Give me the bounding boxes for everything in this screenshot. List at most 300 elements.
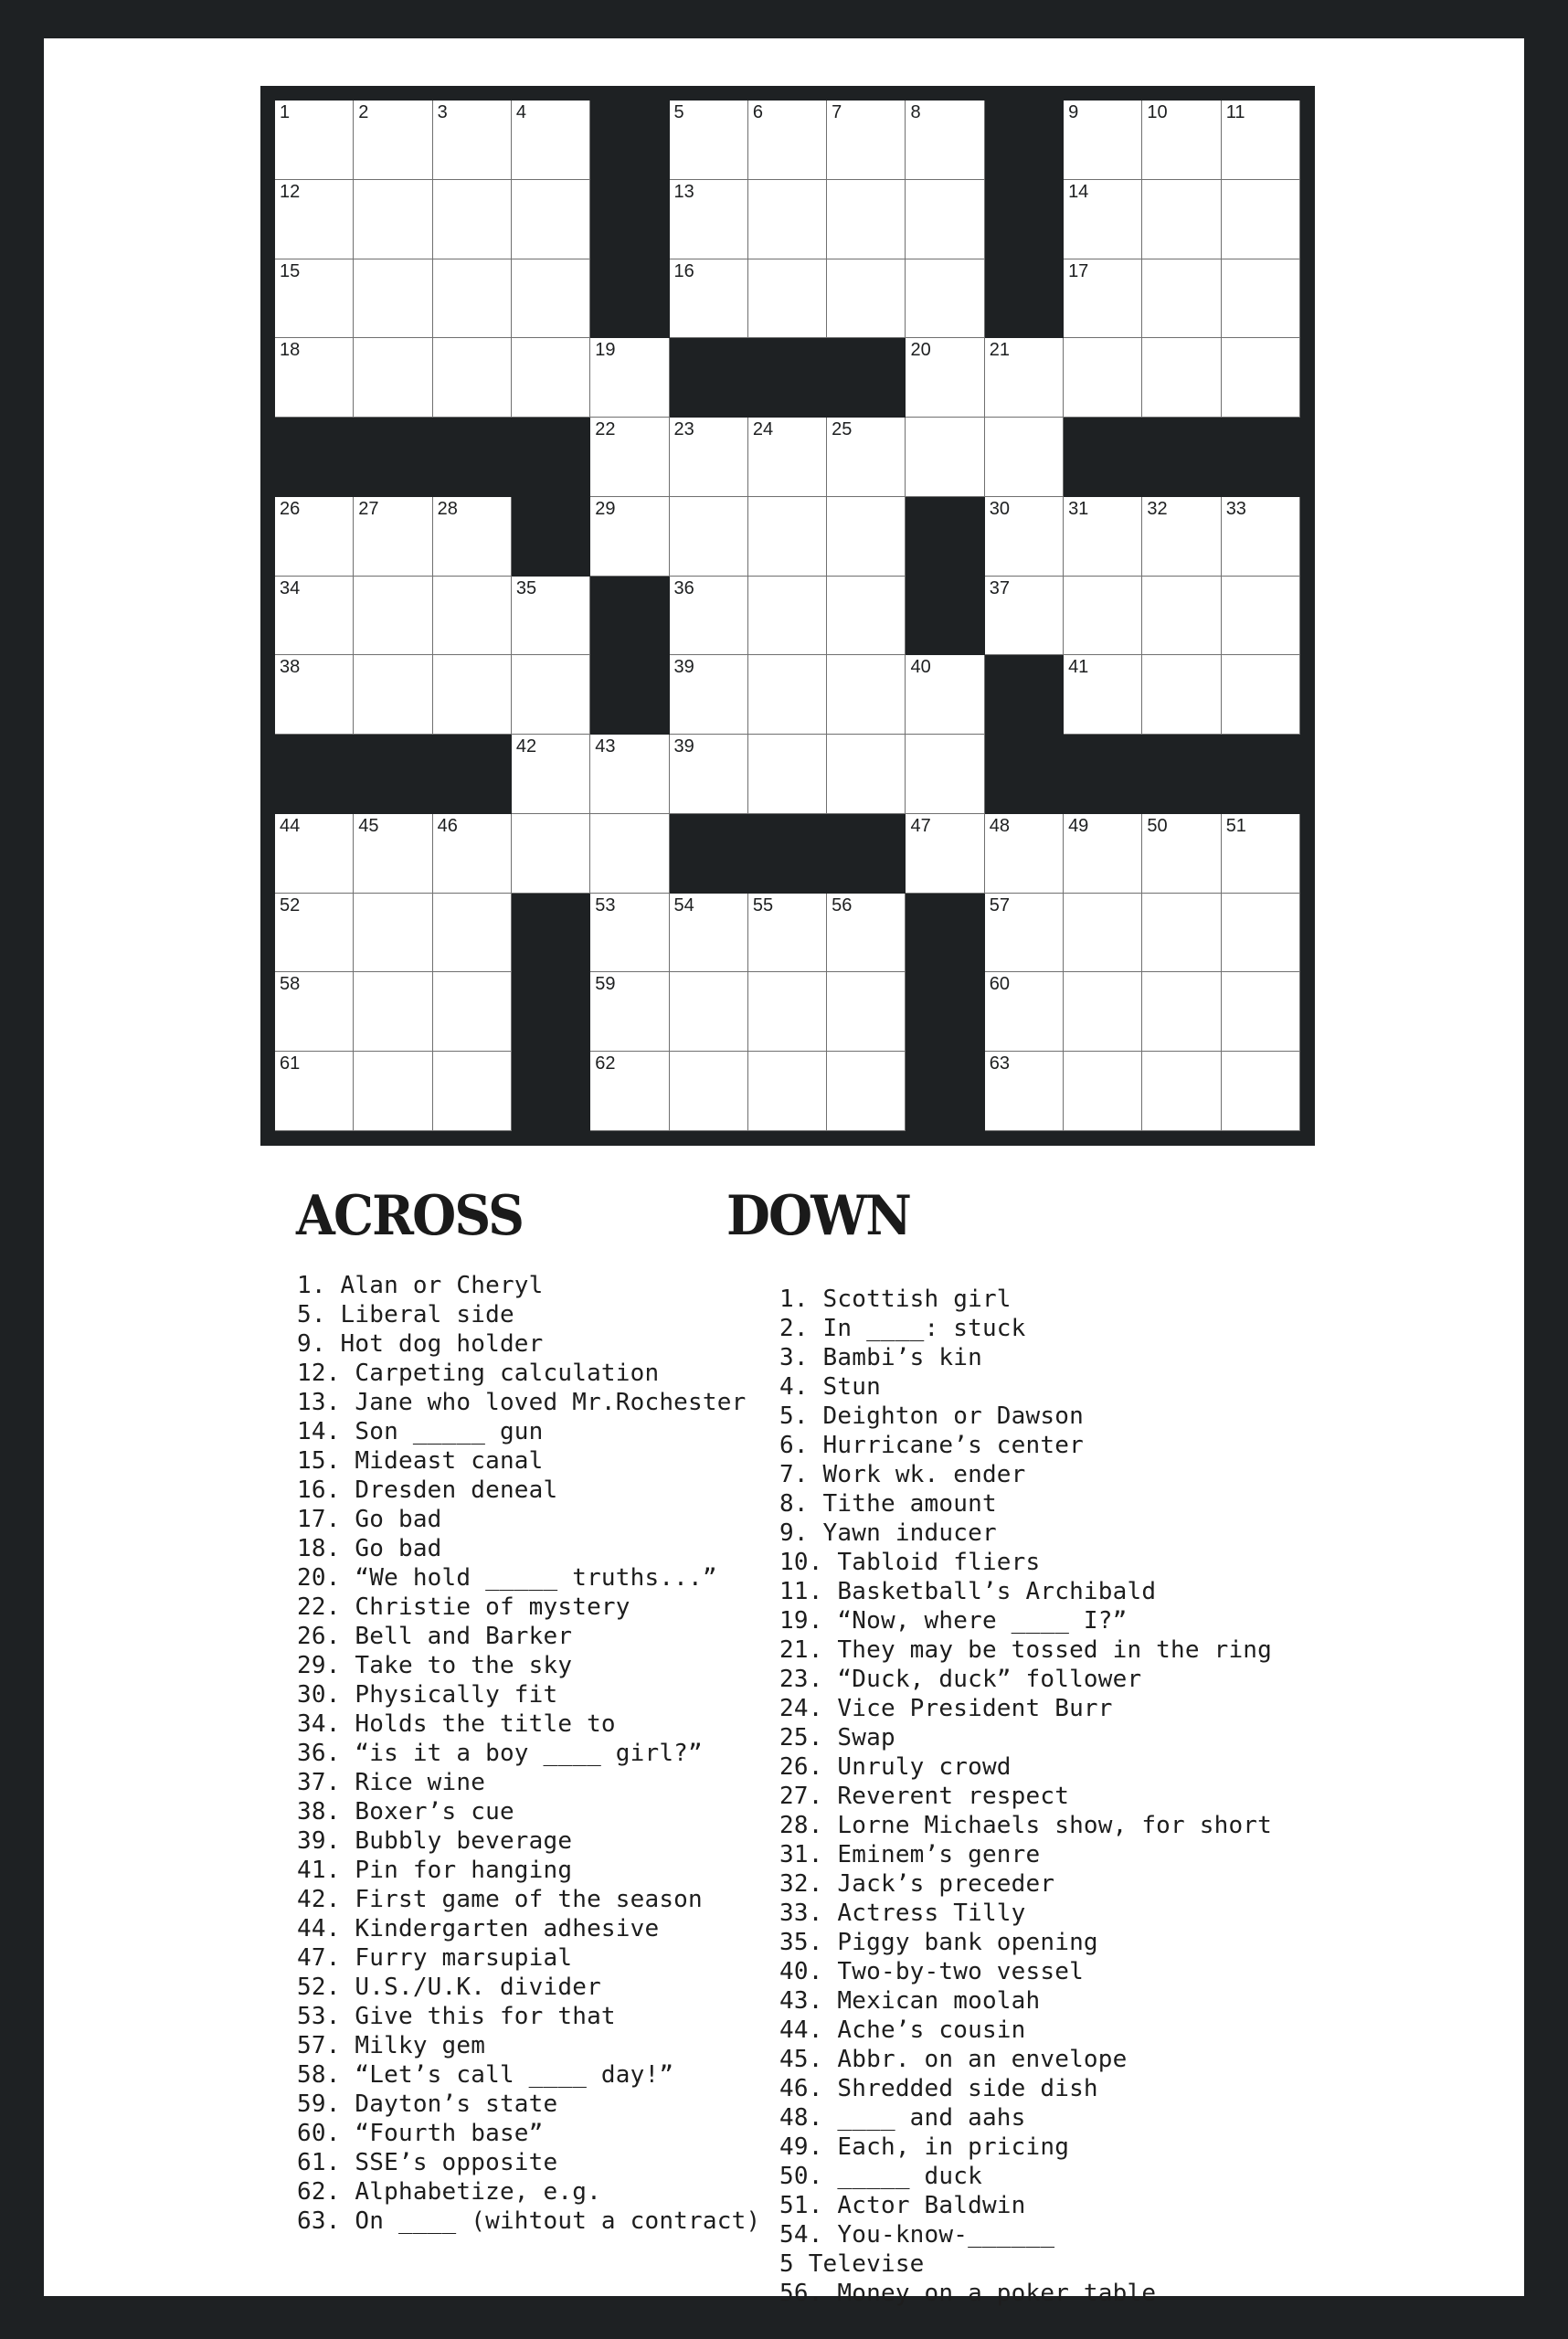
cell-r10c7[interactable] <box>827 894 906 973</box>
cell-r8c7[interactable] <box>827 735 906 814</box>
cell-r8c4[interactable] <box>590 735 669 814</box>
cell-r7c3[interactable] <box>512 655 590 735</box>
down-clue-item: 3. Bambi’s kin <box>779 1344 982 1371</box>
cell-number: 31 <box>1068 498 1089 519</box>
cell-r12c10[interactable] <box>1064 1052 1142 1131</box>
cell-r12c6[interactable] <box>748 1052 827 1131</box>
down-clue-item: 43. Mexican moolah <box>779 1987 1041 2015</box>
cell-r11c5[interactable] <box>670 972 748 1052</box>
cell-r11c3 <box>512 972 590 1052</box>
down-clue-item: 10. Tabloid fliers <box>779 1549 1041 1576</box>
cell-r3c3[interactable] <box>512 338 590 418</box>
across-clue-item: 15. Mideast canal <box>297 1447 544 1475</box>
across-clue-item: 29. Take to the sky <box>297 1652 573 1679</box>
across-clue-item: 18. Go bad <box>297 1535 442 1562</box>
down-clue-item: 32. Jack’s preceder <box>779 1870 1055 1898</box>
down-clue-item: 8. Tithe amount <box>779 1490 997 1518</box>
cell-number: 61 <box>280 1053 301 1074</box>
cell-r4c2 <box>433 418 512 497</box>
down-clue-item: 54. You-know-______ <box>779 2221 1055 2249</box>
cell-r2c1[interactable] <box>354 259 432 339</box>
cell-number: 49 <box>1068 815 1089 836</box>
across-clue-item: 36. “is it a boy ____ girl?” <box>297 1740 703 1767</box>
cell-r3c5 <box>670 338 748 418</box>
down-heading: DOWN <box>726 1184 911 1248</box>
across-clue-item: 47. Furry marsupial <box>297 1944 573 1972</box>
across-clue-item: 63. On ____ (wihtout a contract) <box>297 2207 761 2235</box>
cell-number: 45 <box>358 815 379 836</box>
across-clue-item: 60. “Fourth base” <box>297 2120 544 2147</box>
cell-r4c4[interactable] <box>590 418 669 497</box>
cell-r3c4[interactable] <box>590 338 669 418</box>
across-clue-item: 14. Son _____ gun <box>297 1418 544 1445</box>
cell-number: 6 <box>752 102 763 122</box>
down-clue-item: 27. Reverent respect <box>779 1783 1070 1810</box>
cell-r3c11[interactable] <box>1142 338 1221 418</box>
cell-number: 33 <box>1225 498 1246 519</box>
across-clue-item: 13. Jane who loved Mr.Rochester <box>297 1389 747 1416</box>
cell-r3c1[interactable] <box>354 338 432 418</box>
cell-r5c5[interactable] <box>670 497 748 577</box>
cell-r5c6[interactable] <box>748 497 827 577</box>
cell-r8c10 <box>1064 735 1142 814</box>
cell-number: 55 <box>752 894 774 915</box>
cell-number: 35 <box>515 577 537 598</box>
cell-r10c4[interactable] <box>590 894 669 973</box>
cell-r0c10[interactable] <box>1064 101 1142 180</box>
cell-number: 54 <box>673 894 694 915</box>
cell-number: 20 <box>910 340 931 361</box>
cell-number: 46 <box>437 815 458 836</box>
cell-r4c3 <box>512 418 590 497</box>
cell-r9c7 <box>827 814 906 894</box>
cell-r6c9[interactable] <box>985 577 1064 656</box>
cell-r11c9[interactable] <box>985 972 1064 1052</box>
cell-r8c5[interactable] <box>670 735 748 814</box>
cell-r6c7[interactable] <box>827 577 906 656</box>
cell-r11c4[interactable] <box>590 972 669 1052</box>
down-clue-item: 6. Hurricane’s center <box>779 1432 1084 1459</box>
cell-r1c7[interactable] <box>827 180 906 259</box>
cell-number: 3 <box>437 102 448 122</box>
cell-r1c11[interactable] <box>1142 180 1221 259</box>
cell-r4c8[interactable] <box>906 418 984 497</box>
across-clue-item: 53. Give this for that <box>297 2003 616 2030</box>
cell-r12c3 <box>512 1052 590 1131</box>
cell-number: 29 <box>595 498 616 519</box>
cell-r0c7[interactable] <box>827 101 906 180</box>
cell-r4c11 <box>1142 418 1221 497</box>
cell-number: 5 <box>673 102 684 122</box>
cell-number: 27 <box>358 498 379 519</box>
cell-r2c8[interactable] <box>906 259 984 339</box>
down-clue-item: 5 Televise <box>779 2250 925 2278</box>
across-clue-item: 44. Kindergarten adhesive <box>297 1915 660 1942</box>
cell-r7c4 <box>590 655 669 735</box>
across-clue-item: 16. Dresden deneal <box>297 1476 558 1504</box>
cell-r1c2[interactable] <box>433 180 512 259</box>
cell-number: 56 <box>832 894 853 915</box>
cell-number: 24 <box>752 419 774 440</box>
cell-r6c4 <box>590 577 669 656</box>
down-clue-item: 35. Piggy bank opening <box>779 1929 1098 1956</box>
down-clue-item: 48. ____ and aahs <box>779 2104 1026 2132</box>
cell-number: 36 <box>673 577 694 598</box>
cell-number: 17 <box>1068 260 1089 281</box>
across-clue-item: 17. Go bad <box>297 1506 442 1533</box>
cell-number: 43 <box>595 736 616 757</box>
across-clue-item: 38. Boxer’s cue <box>297 1798 514 1826</box>
down-clue-item: 33. Actress Tilly <box>779 1900 1026 1927</box>
down-clue-item: 50. _____ duck <box>779 2163 982 2190</box>
crossword-grid <box>275 101 1300 1131</box>
cell-r9c4[interactable] <box>590 814 669 894</box>
cell-r3c12[interactable] <box>1222 338 1300 418</box>
cell-r1c8[interactable] <box>906 180 984 259</box>
cell-r3c7 <box>827 338 906 418</box>
cell-r10c5[interactable] <box>670 894 748 973</box>
down-clue-item: 19. “Now, where ____ I?” <box>779 1607 1128 1635</box>
cell-r3c6 <box>748 338 827 418</box>
across-clue-item: 61. SSE’s opposite <box>297 2149 558 2176</box>
cell-r10c8 <box>906 894 984 973</box>
cell-r0c5[interactable] <box>670 101 748 180</box>
cell-r6c8 <box>906 577 984 656</box>
cell-number: 15 <box>280 260 301 281</box>
down-clue-item: 31. Eminem’s genre <box>779 1841 1041 1868</box>
cell-r11c12[interactable] <box>1222 972 1300 1052</box>
down-clue-item: 24. Vice President Burr <box>779 1695 1113 1722</box>
cell-r9c12[interactable] <box>1222 814 1300 894</box>
cell-number: 12 <box>280 181 301 202</box>
cell-r11c11[interactable] <box>1142 972 1221 1052</box>
cell-r5c8 <box>906 497 984 577</box>
cell-r1c5[interactable] <box>670 180 748 259</box>
cell-r7c9 <box>985 655 1064 735</box>
cell-r11c0[interactable] <box>275 972 354 1052</box>
cell-r6c12[interactable] <box>1222 577 1300 656</box>
cell-r8c0 <box>275 735 354 814</box>
cell-number: 40 <box>910 657 931 678</box>
cell-r0c12[interactable] <box>1222 101 1300 180</box>
cell-r0c3[interactable] <box>512 101 590 180</box>
cell-number: 51 <box>1225 815 1246 836</box>
cell-number: 26 <box>280 498 301 519</box>
cell-r10c6[interactable] <box>748 894 827 973</box>
cell-r10c10[interactable] <box>1064 894 1142 973</box>
down-clue-item: 5. Deighton or Dawson <box>779 1402 1084 1430</box>
across-clue-item: 26. Bell and Barker <box>297 1623 573 1650</box>
cell-r10c9[interactable] <box>985 894 1064 973</box>
cell-r8c1 <box>354 735 432 814</box>
across-clue-item: 9. Hot dog holder <box>297 1330 544 1358</box>
cell-number: 16 <box>673 260 694 281</box>
across-clue-item: 1. Alan or Cheryl <box>297 1272 544 1299</box>
cell-r7c0[interactable] <box>275 655 354 735</box>
cell-r12c8 <box>906 1052 984 1131</box>
cell-r1c1[interactable] <box>354 180 432 259</box>
cell-r0c8[interactable] <box>906 101 984 180</box>
cell-r2c6[interactable] <box>748 259 827 339</box>
cell-r12c4[interactable] <box>590 1052 669 1131</box>
cell-r9c2[interactable] <box>433 814 512 894</box>
cell-r7c11[interactable] <box>1142 655 1221 735</box>
cell-r9c0[interactable] <box>275 814 354 894</box>
cell-r12c2[interactable] <box>433 1052 512 1131</box>
cell-r2c5[interactable] <box>670 259 748 339</box>
cell-r3c10[interactable] <box>1064 338 1142 418</box>
cell-r5c9[interactable] <box>985 497 1064 577</box>
down-clue-item: 45. Abbr. on an envelope <box>779 2046 1128 2073</box>
cell-number: 1 <box>280 102 291 122</box>
cell-r7c12[interactable] <box>1222 655 1300 735</box>
cell-r8c3[interactable] <box>512 735 590 814</box>
cell-r12c0[interactable] <box>275 1052 354 1131</box>
cell-r0c2[interactable] <box>433 101 512 180</box>
cell-number: 50 <box>1147 815 1168 836</box>
cell-r2c7[interactable] <box>827 259 906 339</box>
cell-r2c9 <box>985 259 1064 339</box>
cell-number: 39 <box>673 736 694 757</box>
cell-number: 34 <box>280 577 301 598</box>
across-clue-item: 5. Liberal side <box>297 1301 514 1328</box>
cell-number: 32 <box>1147 498 1168 519</box>
cell-number: 2 <box>358 102 369 122</box>
cell-r11c8 <box>906 972 984 1052</box>
cell-number: 22 <box>595 419 616 440</box>
cell-r8c11 <box>1142 735 1221 814</box>
cell-r2c2[interactable] <box>433 259 512 339</box>
cell-number: 39 <box>673 657 694 678</box>
cell-r8c6[interactable] <box>748 735 827 814</box>
cell-r0c0[interactable] <box>275 101 354 180</box>
cell-r9c11[interactable] <box>1142 814 1221 894</box>
cell-r11c6[interactable] <box>748 972 827 1052</box>
puzzle-page <box>44 38 1524 2307</box>
cell-r0c6[interactable] <box>748 101 827 180</box>
cell-r1c6[interactable] <box>748 180 827 259</box>
cell-r10c1[interactable] <box>354 894 432 973</box>
cell-number: 13 <box>673 181 694 202</box>
down-clue-item: 46. Shredded side dish <box>779 2075 1098 2102</box>
cell-r9c3[interactable] <box>512 814 590 894</box>
cell-number: 9 <box>1068 102 1079 122</box>
cell-r7c2[interactable] <box>433 655 512 735</box>
cell-r6c6[interactable] <box>748 577 827 656</box>
cell-r7c7[interactable] <box>827 655 906 735</box>
cell-number: 18 <box>280 340 301 361</box>
across-clue-item: 22. Christie of mystery <box>297 1593 630 1621</box>
cell-number: 38 <box>280 657 301 678</box>
cell-r2c12[interactable] <box>1222 259 1300 339</box>
cell-r2c11[interactable] <box>1142 259 1221 339</box>
cell-number: 7 <box>832 102 842 122</box>
cell-r12c7[interactable] <box>827 1052 906 1131</box>
cell-r6c10[interactable] <box>1064 577 1142 656</box>
cell-number: 25 <box>832 419 853 440</box>
cell-r0c9 <box>985 101 1064 180</box>
cell-r9c5 <box>670 814 748 894</box>
cell-r11c7[interactable] <box>827 972 906 1052</box>
cell-r12c11[interactable] <box>1142 1052 1221 1131</box>
cell-r5c0[interactable] <box>275 497 354 577</box>
cell-r12c12[interactable] <box>1222 1052 1300 1131</box>
cell-r8c9 <box>985 735 1064 814</box>
cell-r8c8[interactable] <box>906 735 984 814</box>
cell-number: 41 <box>1068 657 1089 678</box>
across-clue-item: 42. First game of the season <box>297 1886 703 1913</box>
across-heading: ACROSS <box>296 1184 524 1248</box>
down-clue-item: 7. Work wk. ender <box>779 1461 1026 1488</box>
across-clue-item: 12. Carpeting calculation <box>297 1360 660 1387</box>
cell-r9c1[interactable] <box>354 814 432 894</box>
cell-r6c1[interactable] <box>354 577 432 656</box>
cell-number: 11 <box>1225 102 1245 122</box>
cell-r5c7[interactable] <box>827 497 906 577</box>
down-clue-item: 26. Unruly crowd <box>779 1753 1012 1781</box>
cell-number: 59 <box>595 974 616 995</box>
cell-r12c1[interactable] <box>354 1052 432 1131</box>
cell-number: 53 <box>595 894 616 915</box>
cell-r4c0 <box>275 418 354 497</box>
cell-r4c5[interactable] <box>670 418 748 497</box>
down-clue-item: 2. In ____: stuck <box>779 1315 1026 1342</box>
cell-r1c10[interactable] <box>1064 180 1142 259</box>
cell-number: 42 <box>515 736 537 757</box>
cell-number: 63 <box>989 1053 1011 1074</box>
cell-number: 48 <box>989 815 1011 836</box>
cell-number: 44 <box>280 815 301 836</box>
cell-r2c0[interactable] <box>275 259 354 339</box>
down-clue-item: 1. Scottish girl <box>779 1286 1012 1313</box>
cell-r2c10[interactable] <box>1064 259 1142 339</box>
cell-r0c1[interactable] <box>354 101 432 180</box>
cell-r5c12[interactable] <box>1222 497 1300 577</box>
cell-r2c3[interactable] <box>512 259 590 339</box>
cell-r9c10[interactable] <box>1064 814 1142 894</box>
cell-number: 47 <box>910 815 931 836</box>
across-clue-item: 39. Bubbly beverage <box>297 1827 573 1855</box>
cell-r4c1 <box>354 418 432 497</box>
cell-r11c2[interactable] <box>433 972 512 1052</box>
cell-r2c4 <box>590 259 669 339</box>
across-clue-item: 41. Pin for hanging <box>297 1857 573 1884</box>
across-clue-item: 59. Dayton’s state <box>297 2090 558 2118</box>
cell-number: 23 <box>673 419 694 440</box>
cell-r0c4 <box>590 101 669 180</box>
cell-r10c12[interactable] <box>1222 894 1300 973</box>
cell-r4c6[interactable] <box>748 418 827 497</box>
cell-r1c12[interactable] <box>1222 180 1300 259</box>
cell-number: 19 <box>595 340 616 361</box>
cell-r5c10[interactable] <box>1064 497 1142 577</box>
cell-r7c5[interactable] <box>670 655 748 735</box>
down-clue-item: 9. Yawn inducer <box>779 1519 997 1547</box>
cell-r4c12 <box>1222 418 1300 497</box>
crossword-grid-frame <box>260 86 1315 1146</box>
cell-r1c9 <box>985 180 1064 259</box>
cell-r5c1[interactable] <box>354 497 432 577</box>
down-clue-item: 51. Actor Baldwin <box>779 2192 1026 2219</box>
cell-number: 8 <box>910 102 921 122</box>
cell-r3c0[interactable] <box>275 338 354 418</box>
cell-r1c3[interactable] <box>512 180 590 259</box>
down-clue-item: 28. Lorne Michaels show, for short <box>779 1812 1273 1839</box>
cell-r5c11[interactable] <box>1142 497 1221 577</box>
cell-r10c0[interactable] <box>275 894 354 973</box>
cell-r9c6 <box>748 814 827 894</box>
cell-r1c0[interactable] <box>275 180 354 259</box>
across-clue-item: 20. “We hold _____ truths...” <box>297 1564 717 1592</box>
cell-number: 58 <box>280 974 301 995</box>
cell-r3c8[interactable] <box>906 338 984 418</box>
cell-r8c12 <box>1222 735 1300 814</box>
cell-r4c9[interactable] <box>985 418 1064 497</box>
cell-r8c2 <box>433 735 512 814</box>
cell-r5c4[interactable] <box>590 497 669 577</box>
down-clue-item: 44. Ache’s cousin <box>779 2016 1026 2044</box>
cell-r10c11[interactable] <box>1142 894 1221 973</box>
down-clue-item: 49. Each, in pricing <box>779 2133 1070 2161</box>
cell-r6c2[interactable] <box>433 577 512 656</box>
cell-r6c5[interactable] <box>670 577 748 656</box>
cell-r9c8[interactable] <box>906 814 984 894</box>
across-clue-item: 34. Holds the title to <box>297 1710 616 1738</box>
cell-number: 60 <box>989 974 1011 995</box>
down-clue-list <box>779 1285 1272 2308</box>
cell-r4c10 <box>1064 418 1142 497</box>
cell-r6c11[interactable] <box>1142 577 1221 656</box>
across-clue-item: 62. Alphabetize, e.g. <box>297 2178 601 2206</box>
across-clue-item: 37. Rice wine <box>297 1769 486 1796</box>
cell-r6c3[interactable] <box>512 577 590 656</box>
cell-r7c10[interactable] <box>1064 655 1142 735</box>
cell-r7c8[interactable] <box>906 655 984 735</box>
down-clue-item: 23. “Duck, duck” follower <box>779 1666 1142 1693</box>
cell-r7c1[interactable] <box>354 655 432 735</box>
cell-number: 28 <box>437 498 458 519</box>
cell-r12c9[interactable] <box>985 1052 1064 1131</box>
cell-r4c7[interactable] <box>827 418 906 497</box>
cell-r5c3 <box>512 497 590 577</box>
cell-r1c4 <box>590 180 669 259</box>
down-clue-item: 4. Stun <box>779 1373 881 1401</box>
cell-r11c10[interactable] <box>1064 972 1142 1052</box>
cell-r11c1[interactable] <box>354 972 432 1052</box>
down-clue-item: 25. Swap <box>779 1724 895 1752</box>
cell-r10c2[interactable] <box>433 894 512 973</box>
cell-r3c2[interactable] <box>433 338 512 418</box>
down-clue-item: 11. Basketball’s Archibald <box>779 1578 1157 1605</box>
cell-number: 4 <box>515 102 527 122</box>
across-clue-item: 57. Milky gem <box>297 2032 486 2059</box>
across-clue-item: 52. U.S./U.K. divider <box>297 1974 601 2001</box>
cell-number: 14 <box>1068 181 1089 202</box>
cell-r7c6[interactable] <box>748 655 827 735</box>
cell-r12c5[interactable] <box>670 1052 748 1131</box>
cell-r5c2[interactable] <box>433 497 512 577</box>
cell-r3c9[interactable] <box>985 338 1064 418</box>
cell-number: 52 <box>280 894 301 915</box>
cell-number: 10 <box>1147 102 1168 122</box>
down-clue-item: 40. Two-by-two vessel <box>779 1958 1084 1985</box>
across-clue-list <box>297 1271 760 2236</box>
across-clue-item: 30. Physically fit <box>297 1681 558 1709</box>
across-clue-item: 58. “Let’s call ____ day!” <box>297 2061 674 2089</box>
cell-r9c9[interactable] <box>985 814 1064 894</box>
cell-r0c11[interactable] <box>1142 101 1221 180</box>
cell-r6c0[interactable] <box>275 577 354 656</box>
